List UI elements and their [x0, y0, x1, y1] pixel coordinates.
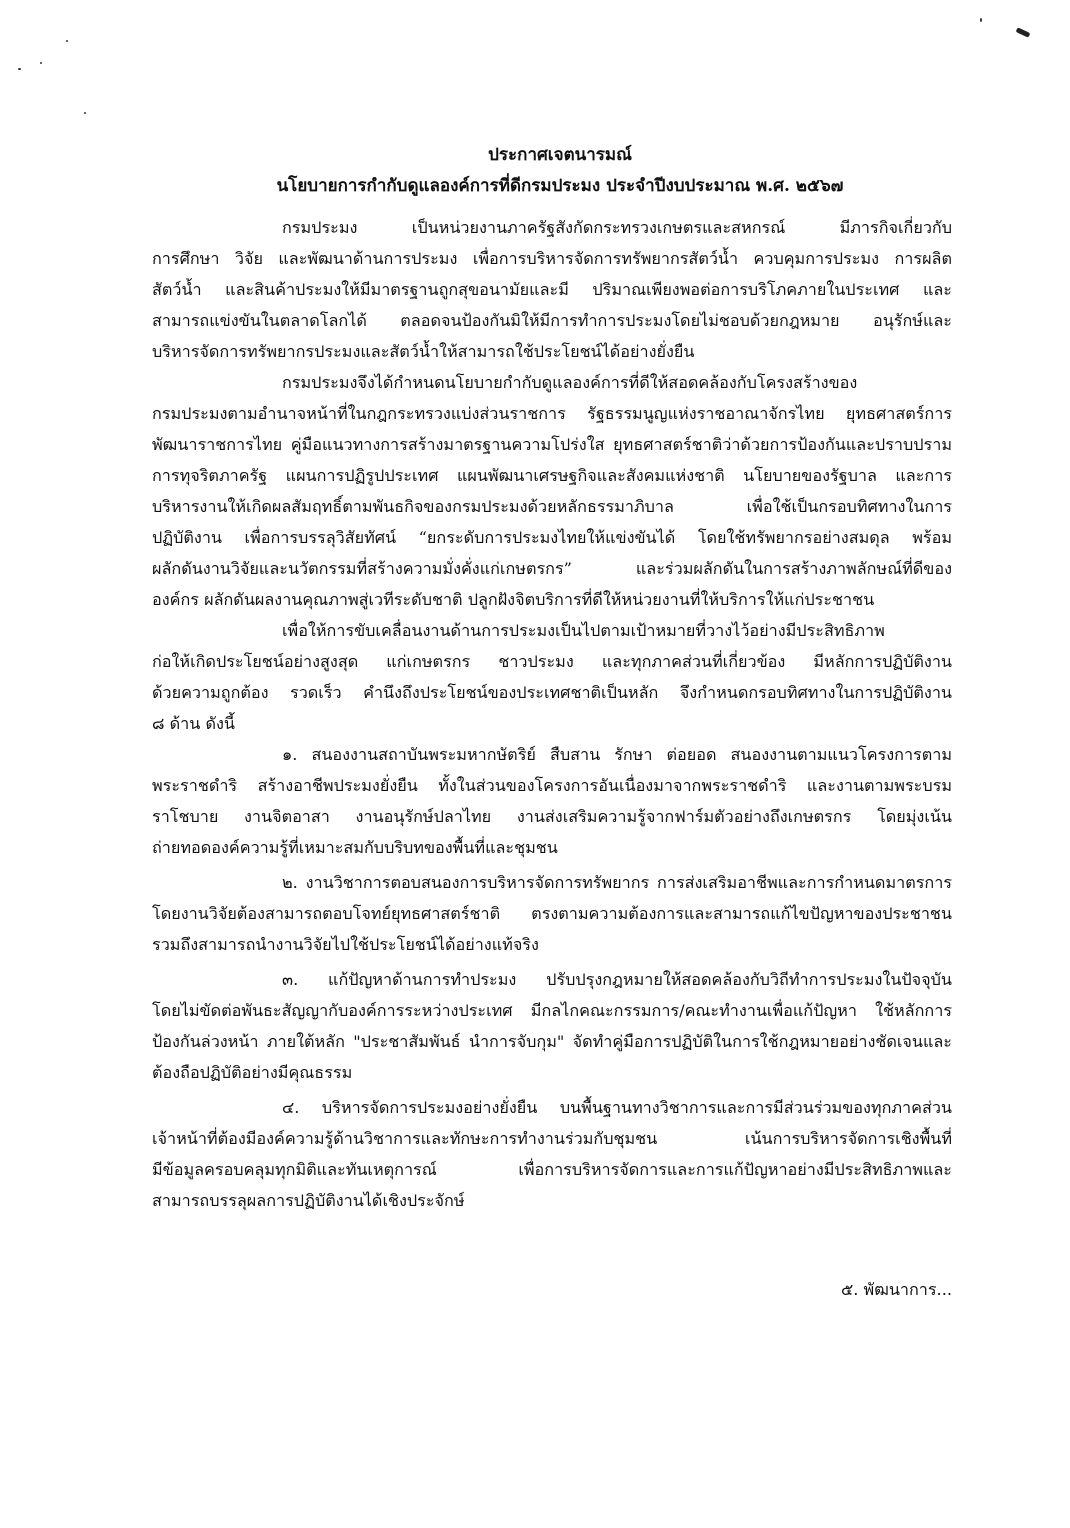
- paragraph: [152, 964, 952, 1088]
- paragraph-line: สามารถแข่งขันในตลาดโลกได้ ตลอดจนป้องกันมิให้มีการทำการประมงโดยไม่ชอบด้วยกฎหมาย อนุรักษ์และ: [152, 311, 952, 330]
- paragraph-line: สัตว์น้ำ และสินค้าประมงให้มีมาตรฐานถูกสุขอนามัยและมี ปริมาณเพียงพอต่อการบริโภคภายในประเทศ และ: [152, 280, 952, 299]
- paragraph-line: กรมประมง เป็นหน่วยงานภาครัฐสังกัดกระทรวงเกษตรและสหกรณ์ มีภารกิจเกี่ยวกับ: [282, 218, 952, 237]
- paragraph-line: ๓. แก้ปัญหาด้านการทำประมง ปรับปรุงกฎหมายให้สอดคล้องกับวิถีทำการประมงในปัจจุบัน: [282, 970, 952, 989]
- paragraph-line: โดยงานวิจัยต้องสามารถตอบโจทย์ยุทธศาสตร์ชาติ ตรงตามความต้องการและสามารถแก้ไขปัญหาของประชาชน: [152, 904, 952, 923]
- paragraph-line: บริหารงานให้เกิดผลสัมฤทธิ์ตามพันธกิจของกรมประมงด้วยหลักธรรมาภิบาล เพื่อใช้เป็นกรอบทิศทางในการ: [152, 497, 952, 516]
- paragraph-line: ราโชบาย งานจิตอาสา งานอนุรักษ์ปลาไทย งานส่งเสริมความรู้จากฟาร์มตัวอย่างถึงเกษตรกร โดยมุ่งเน้น: [152, 807, 952, 826]
- scan-speck: [1016, 27, 1031, 37]
- paragraph-line: การทุจริตภาครัฐ แผนการปฏิรูปประเทศ แผนพัฒนาเศรษฐกิจและสังคมแห่งชาติ นโยบายของรัฐบาล และการ: [152, 466, 952, 485]
- paragraph-line: มีข้อมูลครอบคลุมทุกมิติและทันเหตุการณ์ เพื่อการบริหารจัดการและการแก้ปัญหาอย่างมีประสิทธิภาพและ: [152, 1160, 952, 1179]
- paragraph-line: ก่อให้เกิดประโยชน์อย่างสูงสุด แก่เกษตรกร ชาวประมง และทุกภาคส่วนที่เกี่ยวข้อง มีหลักการปฏิบัติงาน: [152, 652, 952, 671]
- paragraph-line: ถ่ายทอดองค์ความรู้ที่เหมาะสมกับบริบทของพื้นที่และชุมชน: [152, 838, 558, 857]
- paragraph-line: ๔. บริหารจัดการประมงอย่างยั่งยืน บนพื้นฐานทางวิชาการและการมีส่วนร่วมของทุกภาคส่วน: [282, 1098, 952, 1117]
- paragraph-line: ๘ ด้าน ดังนี้: [152, 714, 235, 733]
- paragraph-line: เพื่อให้การขับเคลื่อนงานด้านการประมงเป็นไปตามเป้าหมายที่วางไว้อย่างมีประสิทธิภาพ: [282, 621, 885, 640]
- scan-speck: [18, 68, 21, 70]
- policy-subtitle: นโยบายการกำกับดูแลองค์การที่ดีกรมประมง ประจำปีงบประมาณ พ.ศ. ๒๕๖๗: [276, 176, 844, 196]
- paragraph-line: รวมถึงสามารถนำงานวิจัยไปใช้ประโยชน์ได้อย่างแท้จริง: [152, 935, 539, 954]
- scan-speck: [980, 18, 982, 22]
- paragraph: [152, 212, 952, 367]
- document-header: [120, 140, 1000, 202]
- paragraph: [152, 615, 952, 739]
- paragraph: [152, 867, 952, 960]
- paragraph-line: สามารถบรรลุผลการปฏิบัติงานได้เชิงประจักษ์: [152, 1191, 465, 1210]
- paragraph-line: พัฒนาราชการไทย คู่มือแนวทางการสร้างมาตรฐานความโปร่งใส ยุทธศาสตร์ชาติว่าด้วยการป้องกันและปราบปราม: [152, 435, 952, 454]
- paragraph-line: กรมประมงตามอำนาจหน้าที่ในกฎกระทรวงแบ่งส่วนราชการ รัฐธรรมนูญแห่งราชอาณาจักรไทย ยุทธศาสตร์การ: [152, 404, 952, 423]
- paragraph: [152, 1092, 952, 1216]
- paragraph-line: ๑. สนองงานสถาบันพระมหากษัตริย์ สืบสาน รักษา ต่อยอด สนองงานตามแนวโครงการตาม: [282, 745, 952, 764]
- announcement-title: ประกาศเจตนารมณ์: [488, 145, 632, 165]
- scan-speck: [40, 62, 42, 64]
- scan-speck: [66, 40, 68, 42]
- paragraph-line: บริหารจัดการทรัพยากรประมงและสัตว์น้ำให้สามารถใช้ประโยชน์ได้อย่างยั่งยืน: [152, 342, 695, 361]
- paragraph-line: ๒. งานวิชาการตอบสนองการบริหารจัดการทรัพยากร การส่งเสริมอาชีพและการกำหนดมาตรการ: [282, 873, 952, 892]
- paragraph-line: พระราชดำริ สร้างอาชีพประมงยั่งยืน ทั้งในส่วนของโครงการอันเนื่องมาจากพระราชดำริ และงานตามพระบรม: [152, 776, 952, 795]
- paragraph: [152, 367, 952, 615]
- paragraph-line: ผลักดันงานวิจัยและนวัตกรรมที่สร้างความมั่งคั่งแก่เกษตรกร” และร่วมผลักดันในการสร้างภาพลักษณ์ที่ดีของ: [152, 559, 952, 578]
- paragraph-line: กรมประมงจึงได้กำหนดนโยบายกำกับดูแลองค์การที่ดีให้สอดคล้องกับโครงสร้างของ: [282, 373, 858, 392]
- page-continuation: ๕. พัฒนาการ...: [840, 1280, 952, 1299]
- paragraph-line: ด้วยความถูกต้อง รวดเร็ว คำนึงถึงประโยชน์ของประเทศชาติเป็นหลัก จึงกำหนดกรอบทิศทางในการปฏิบัติงาน: [152, 683, 952, 702]
- paragraph-line: ต้องถือปฏิบัติอย่างมีคุณธรรม: [152, 1063, 353, 1082]
- paragraph: [152, 739, 952, 863]
- paragraph-line: ป้องกันล่วงหน้า ภายใต้หลัก "ประชาสัมพันธ์ นำการจับกุม" จัดทำคู่มือการปฏิบัติในการใช้กฎหมายอย่างชัดเจนและ: [152, 1032, 952, 1051]
- paragraph-line: องค์กร ผลักดันผลงานคุณภาพสู่เวทีระดับชาติ ปลูกฝังจิตบริการที่ดีให้หน่วยงานที่ให้บริการให้แก่ประชาชน: [152, 590, 875, 609]
- paragraph-line: การศึกษา วิจัย และพัฒนาด้านการประมง เพื่อการบริหารจัดการทรัพยากรสัตว์น้ำ ควบคุมการประมง การผลิต: [152, 249, 952, 268]
- scan-speck: [84, 112, 86, 114]
- paragraph-line: เจ้าหน้าที่ต้องมีองค์ความรู้ด้านวิชาการและทักษะการทำงานร่วมกับชุมชน เน้นการบริหารจัดการเชิงพื้นที่: [152, 1129, 952, 1148]
- paragraph-line: โดยไม่ขัดต่อพันธะสัญญากับองค์การระหว่างประเทศ มีกลไกคณะกรรมการ/คณะทำงานเพื่อแก้ปัญหา ใช้หลักการ: [152, 1001, 952, 1020]
- paragraph-line: ปฏิบัติงาน เพื่อการบรรลุวิสัยทัศน์ “ยกระดับการประมงไทยให้แข่งขันได้ โดยใช้ทรัพยากรอย่างสมดุล พร้อม: [152, 528, 952, 547]
- document-body: [152, 212, 952, 1216]
